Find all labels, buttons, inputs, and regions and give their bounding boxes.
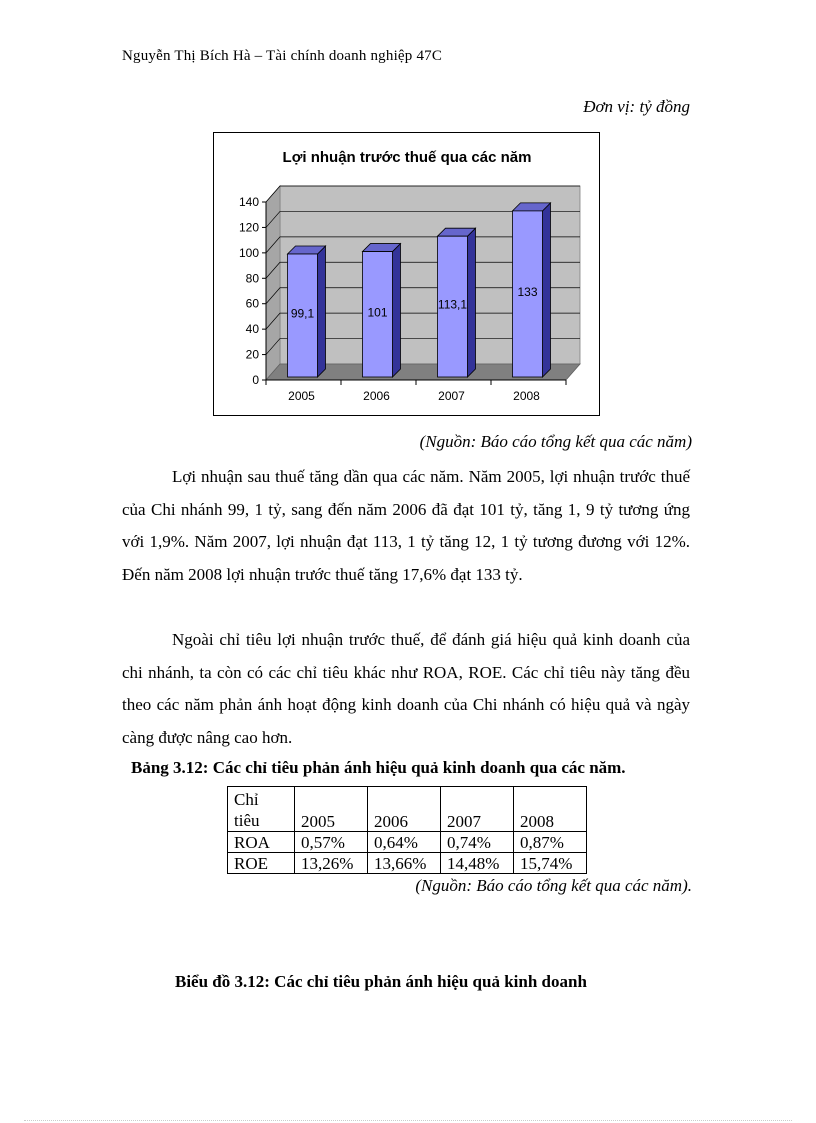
header-cell: Chỉ tiêu (228, 787, 295, 832)
paragraph-2-text: Ngoài chỉ tiêu lợi nhuận trước thuế, để đánh giá hiệu quả kinh doanh của chi nhánh, ta còn có các chỉ tiêu khác như ROA, ROE. Các chỉ tiêu này tăng đều theo các năm phản ánh hoạt động kinh doanh của Chi nhánh có hiệu quả và ngày càng được nâng cao hơn. (122, 630, 690, 747)
bar-side (543, 203, 551, 377)
table-cell: 15,74% (514, 853, 587, 874)
y-tick-label: 80 (245, 271, 259, 286)
y-tick-label: 100 (238, 245, 259, 260)
data-label: 133 (517, 284, 538, 299)
header-cell: 2006 (368, 787, 441, 832)
page-header: Nguyễn Thị Bích Hà – Tài chính doanh nghiệp 47C (122, 48, 443, 64)
x-tick-label: 2005 (288, 389, 315, 403)
y-tick-label: 20 (245, 347, 259, 362)
data-label: 101 (367, 305, 388, 320)
bar-side (393, 244, 401, 377)
table-row (228, 853, 587, 874)
profit-chart-svg (214, 133, 601, 417)
table-cell: ROE (228, 853, 295, 874)
table-source: (Nguồn: Báo cáo tổng kết qua các năm). (415, 876, 692, 895)
table-cell: 14,48% (441, 853, 514, 874)
table-cell: 13,66% (368, 853, 441, 874)
x-tick-label: 2007 (438, 389, 465, 403)
table-cell: 0,57% (295, 832, 368, 853)
y-tick-label: 120 (238, 220, 259, 235)
header-cell: 2007 (441, 787, 514, 832)
unit-label: Đơn vị: tỷ đồng (583, 97, 690, 116)
table-header-row (228, 787, 587, 832)
table-cell: 13,26% (295, 853, 368, 874)
page-bottom-rule (24, 1120, 792, 1121)
bar-side (468, 228, 476, 377)
ratio-table (227, 786, 587, 874)
table-row (228, 832, 587, 853)
bar-side (318, 246, 326, 377)
data-label: 113,1 (437, 297, 468, 312)
y-tick-label: 0 (252, 373, 259, 387)
table-cell: 0,74% (441, 832, 514, 853)
data-label: 99,1 (290, 306, 315, 321)
y-tick-label: 60 (245, 296, 259, 311)
header-cell: 2005 (295, 787, 368, 832)
paragraph-1 (122, 461, 690, 591)
chart2-caption: Biểu đồ 3.12: Các chỉ tiêu phản ánh hiệu quả kinh doanh (175, 972, 587, 991)
profit-chart (213, 132, 600, 416)
paragraph-1-text: Lợi nhuận sau thuế tăng dần qua các năm. Năm 2005, lợi nhuận trước thuế của Chi nhánh 99, 1 tỷ, sang đến năm 2006 đã đạt 101 tỷ, tăng 1, 9 tỷ tương ứng với 1,9%. Năm 2007, lợi nhuận đạt 113, 1 tỷ tăng 12, 1 tỷ tương đương với 12%. Đến năm 2008 lợi nhuận trước thuế tăng 17,6% đạt 133 tỷ. (122, 467, 690, 584)
chart-side-wall (266, 186, 280, 380)
table-cell: ROA (228, 832, 295, 853)
table-cell: 0,87% (514, 832, 587, 853)
chart-source: (Nguồn: Báo cáo tổng kết qua các năm) (419, 432, 692, 451)
paragraph-2 (122, 624, 690, 754)
y-tick-label: 140 (238, 195, 259, 209)
chart-title: Lợi nhuận trước thuế qua các năm (282, 149, 532, 166)
y-tick-label: 40 (245, 322, 259, 337)
x-tick-label: 2006 (363, 389, 390, 403)
header-cell: 2008 (514, 787, 587, 832)
table-caption: Bảng 3.12: Các chỉ tiêu phản ánh hiệu quả kinh doanh qua các năm. (131, 758, 626, 777)
x-tick-label: 2008 (513, 389, 540, 403)
table-cell: 0,64% (368, 832, 441, 853)
